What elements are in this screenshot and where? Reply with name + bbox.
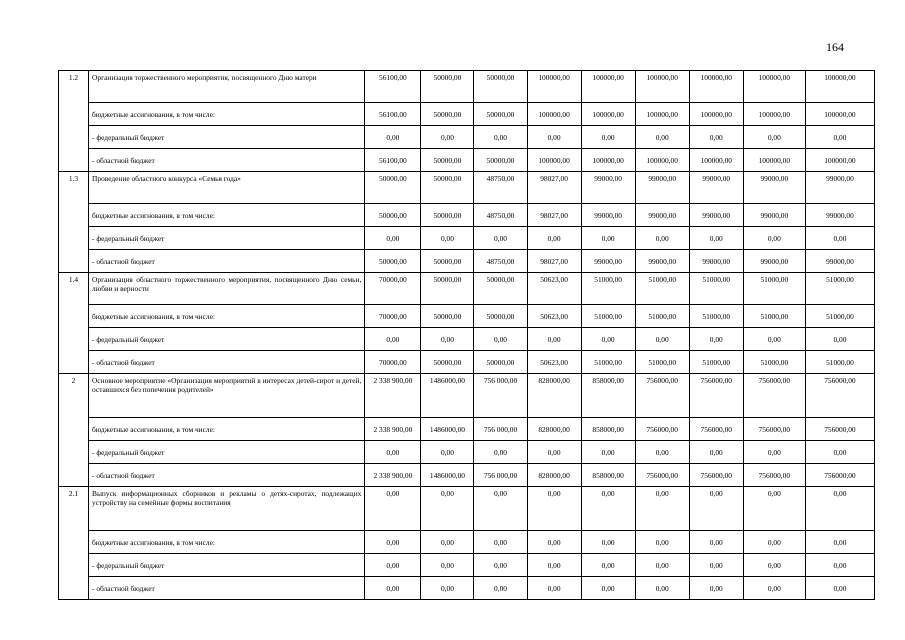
budget-subrow: [59, 103, 875, 126]
value-cell: 51000,00: [805, 351, 874, 374]
value-cell: 99000,00: [743, 250, 805, 273]
value-cell: 99000,00: [689, 204, 743, 227]
value-cell: 1486000,00: [421, 464, 474, 487]
activity-description: Организация областного торжественного мероприятия, посвященного Дню семьи, любви и верности: [89, 273, 365, 305]
budget-source-label: - областной бюджет: [89, 577, 365, 600]
value-cell: 0,00: [689, 554, 743, 577]
value-cell: 51000,00: [689, 351, 743, 374]
value-cell: 0,00: [635, 531, 689, 554]
value-cell: 50000,00: [421, 103, 474, 126]
value-cell: 2 338 900,00: [365, 464, 421, 487]
value-cell: 0,00: [474, 441, 527, 464]
value-cell: 99000,00: [581, 204, 635, 227]
value-cell: 756 000,00: [474, 418, 527, 441]
value-cell: 98027,00: [527, 204, 581, 227]
value-cell: 0,00: [527, 577, 581, 600]
value-cell: 756 000,00: [474, 464, 527, 487]
budget-subrow: [59, 441, 875, 464]
value-cell: 100000,00: [581, 71, 635, 103]
value-cell: 0,00: [689, 487, 743, 531]
budget-source-label: - областной бюджет: [89, 351, 365, 374]
value-cell: 858000,00: [581, 374, 635, 418]
value-cell: 99000,00: [635, 250, 689, 273]
value-cell: 56100,00: [365, 103, 421, 126]
table-row: [59, 172, 875, 204]
budget-subrow: [59, 554, 875, 577]
value-cell: 100000,00: [689, 71, 743, 103]
value-cell: 756000,00: [743, 374, 805, 418]
value-cell: 756000,00: [805, 418, 874, 441]
value-cell: 756000,00: [805, 464, 874, 487]
value-cell: 50000,00: [474, 71, 527, 103]
value-cell: 100000,00: [743, 149, 805, 172]
budget-source-label: - федеральный бюджет: [89, 126, 365, 149]
value-cell: 0,00: [805, 577, 874, 600]
value-cell: 51000,00: [635, 351, 689, 374]
value-cell: 0,00: [743, 328, 805, 351]
activity-description: Выпуск информационных сборников и рекламы о детях-сиротах, подлежащих устройству на семейные формы воспитания: [89, 487, 365, 531]
budget-source-label: бюджетные ассигнования, в том числе:: [89, 305, 365, 328]
value-cell: 756000,00: [689, 464, 743, 487]
value-cell: 756000,00: [689, 418, 743, 441]
value-cell: 50000,00: [421, 71, 474, 103]
value-cell: 756 000,00: [474, 374, 527, 418]
value-cell: 756000,00: [635, 464, 689, 487]
value-cell: 0,00: [805, 126, 874, 149]
value-cell: 0,00: [581, 577, 635, 600]
row-number: 1.3: [59, 172, 89, 273]
value-cell: 0,00: [743, 126, 805, 149]
value-cell: 0,00: [474, 577, 527, 600]
budget-subrow: [59, 464, 875, 487]
value-cell: 100000,00: [805, 71, 874, 103]
value-cell: 50000,00: [421, 305, 474, 328]
value-cell: 828000,00: [527, 418, 581, 441]
value-cell: 51000,00: [635, 273, 689, 305]
value-cell: 0,00: [581, 487, 635, 531]
activity-description: Организация торжественного мероприятия, посвященного Дню матери: [89, 71, 365, 103]
value-cell: 0,00: [365, 487, 421, 531]
value-cell: 51000,00: [743, 305, 805, 328]
value-cell: 48750,00: [474, 250, 527, 273]
value-cell: 828000,00: [527, 374, 581, 418]
value-cell: 0,00: [421, 577, 474, 600]
value-cell: 0,00: [635, 441, 689, 464]
value-cell: 56100,00: [365, 149, 421, 172]
value-cell: 0,00: [581, 126, 635, 149]
value-cell: 0,00: [805, 441, 874, 464]
value-cell: 0,00: [474, 227, 527, 250]
value-cell: 0,00: [635, 577, 689, 600]
budget-source-label: - областной бюджет: [89, 464, 365, 487]
value-cell: 0,00: [421, 531, 474, 554]
value-cell: 99000,00: [689, 250, 743, 273]
value-cell: 0,00: [474, 531, 527, 554]
page-number: 164: [826, 40, 844, 54]
budget-subrow: [59, 204, 875, 227]
budget-subrow: [59, 250, 875, 273]
budget-subrow: [59, 531, 875, 554]
value-cell: 50000,00: [365, 250, 421, 273]
value-cell: 100000,00: [527, 103, 581, 126]
value-cell: 1486000,00: [421, 418, 474, 441]
value-cell: 99000,00: [743, 172, 805, 204]
value-cell: 0,00: [635, 487, 689, 531]
value-cell: 756000,00: [689, 374, 743, 418]
budget-source-label: - федеральный бюджет: [89, 441, 365, 464]
budget-subrow: [59, 305, 875, 328]
value-cell: 98027,00: [527, 250, 581, 273]
value-cell: 50623,00: [527, 305, 581, 328]
value-cell: 50000,00: [421, 172, 474, 204]
value-cell: 0,00: [689, 227, 743, 250]
value-cell: 0,00: [635, 328, 689, 351]
value-cell: 0,00: [365, 554, 421, 577]
value-cell: 0,00: [805, 328, 874, 351]
value-cell: 0,00: [689, 328, 743, 351]
value-cell: 98027,00: [527, 172, 581, 204]
row-number: 1.2: [59, 71, 89, 172]
value-cell: 0,00: [805, 487, 874, 531]
value-cell: 100000,00: [743, 71, 805, 103]
value-cell: 70000,00: [365, 305, 421, 328]
value-cell: 0,00: [581, 554, 635, 577]
value-cell: 0,00: [474, 328, 527, 351]
table-row: [59, 273, 875, 305]
value-cell: 0,00: [421, 328, 474, 351]
value-cell: 50000,00: [421, 149, 474, 172]
value-cell: 0,00: [474, 126, 527, 149]
value-cell: 0,00: [635, 554, 689, 577]
value-cell: 0,00: [581, 441, 635, 464]
value-cell: 0,00: [635, 227, 689, 250]
value-cell: 0,00: [474, 487, 527, 531]
value-cell: 0,00: [689, 126, 743, 149]
budget-source-label: - федеральный бюджет: [89, 328, 365, 351]
value-cell: 51000,00: [581, 273, 635, 305]
value-cell: 99000,00: [635, 172, 689, 204]
value-cell: 756000,00: [743, 418, 805, 441]
table-row: [59, 71, 875, 103]
value-cell: 100000,00: [805, 103, 874, 126]
value-cell: 48750,00: [474, 204, 527, 227]
value-cell: 50623,00: [527, 351, 581, 374]
value-cell: 51000,00: [805, 305, 874, 328]
value-cell: 756000,00: [743, 464, 805, 487]
value-cell: 0,00: [527, 531, 581, 554]
value-cell: 100000,00: [689, 103, 743, 126]
value-cell: 48750,00: [474, 172, 527, 204]
value-cell: 0,00: [365, 328, 421, 351]
activity-description: Основное мероприятие «Организация мероприятий в интересах детей-сирот и детей, оставшихся без попечения родителей»: [89, 374, 365, 418]
value-cell: 0,00: [421, 487, 474, 531]
row-number: 2: [59, 374, 89, 487]
value-cell: 100000,00: [805, 149, 874, 172]
value-cell: 0,00: [635, 126, 689, 149]
value-cell: 99000,00: [635, 204, 689, 227]
value-cell: 0,00: [743, 441, 805, 464]
value-cell: 0,00: [805, 227, 874, 250]
value-cell: 51000,00: [743, 351, 805, 374]
value-cell: 99000,00: [689, 172, 743, 204]
value-cell: 99000,00: [805, 204, 874, 227]
value-cell: 0,00: [365, 227, 421, 250]
value-cell: 70000,00: [365, 351, 421, 374]
value-cell: 0,00: [689, 441, 743, 464]
value-cell: 100000,00: [527, 149, 581, 172]
value-cell: 51000,00: [689, 273, 743, 305]
value-cell: 756000,00: [635, 374, 689, 418]
value-cell: 0,00: [365, 577, 421, 600]
value-cell: 70000,00: [365, 273, 421, 305]
value-cell: 0,00: [743, 487, 805, 531]
value-cell: 100000,00: [581, 149, 635, 172]
table-row: [59, 374, 875, 418]
value-cell: 100000,00: [527, 71, 581, 103]
value-cell: 0,00: [421, 441, 474, 464]
value-cell: 51000,00: [581, 305, 635, 328]
table-row: [59, 487, 875, 531]
value-cell: 50000,00: [421, 250, 474, 273]
value-cell: 0,00: [689, 531, 743, 554]
budget-subrow: [59, 227, 875, 250]
value-cell: 100000,00: [743, 103, 805, 126]
value-cell: 50000,00: [365, 204, 421, 227]
value-cell: 51000,00: [635, 305, 689, 328]
value-cell: 100000,00: [635, 103, 689, 126]
value-cell: 50000,00: [474, 351, 527, 374]
value-cell: 0,00: [527, 441, 581, 464]
value-cell: 0,00: [365, 531, 421, 554]
value-cell: 0,00: [581, 531, 635, 554]
budget-source-label: бюджетные ассигнования, в том числе:: [89, 204, 365, 227]
row-number: 2.1: [59, 487, 89, 600]
value-cell: 100000,00: [581, 103, 635, 126]
value-cell: 2 338 900,00: [365, 418, 421, 441]
budget-source-label: бюджетные ассигнования, в том числе:: [89, 418, 365, 441]
value-cell: 50000,00: [474, 305, 527, 328]
value-cell: 1486000,00: [421, 374, 474, 418]
value-cell: 50000,00: [421, 273, 474, 305]
value-cell: 99000,00: [581, 250, 635, 273]
budget-source-label: - федеральный бюджет: [89, 227, 365, 250]
row-number: 1.4: [59, 273, 89, 374]
value-cell: 756000,00: [635, 418, 689, 441]
value-cell: 56100,00: [365, 71, 421, 103]
value-cell: 0,00: [365, 126, 421, 149]
budget-subrow: [59, 126, 875, 149]
value-cell: 50000,00: [474, 103, 527, 126]
value-cell: 0,00: [527, 126, 581, 149]
value-cell: 0,00: [689, 577, 743, 600]
budget-subrow: [59, 351, 875, 374]
value-cell: 50000,00: [365, 172, 421, 204]
value-cell: 50000,00: [421, 204, 474, 227]
value-cell: 858000,00: [581, 464, 635, 487]
value-cell: 0,00: [743, 577, 805, 600]
value-cell: 0,00: [743, 554, 805, 577]
value-cell: 0,00: [743, 227, 805, 250]
value-cell: 0,00: [421, 126, 474, 149]
value-cell: 0,00: [527, 487, 581, 531]
value-cell: 50000,00: [421, 351, 474, 374]
value-cell: 51000,00: [805, 273, 874, 305]
value-cell: 858000,00: [581, 418, 635, 441]
value-cell: 0,00: [581, 328, 635, 351]
budget-source-label: - областной бюджет: [89, 149, 365, 172]
value-cell: 0,00: [365, 441, 421, 464]
value-cell: 2 338 900,00: [365, 374, 421, 418]
value-cell: 51000,00: [581, 351, 635, 374]
value-cell: 99000,00: [805, 172, 874, 204]
value-cell: 0,00: [527, 554, 581, 577]
value-cell: 0,00: [421, 554, 474, 577]
value-cell: 51000,00: [689, 305, 743, 328]
value-cell: 0,00: [805, 554, 874, 577]
value-cell: 50623,00: [527, 273, 581, 305]
value-cell: 0,00: [421, 227, 474, 250]
value-cell: 0,00: [581, 227, 635, 250]
value-cell: 100000,00: [689, 149, 743, 172]
budget-table: [58, 70, 875, 600]
budget-source-label: бюджетные ассигнования, в том числе:: [89, 103, 365, 126]
value-cell: 99000,00: [805, 250, 874, 273]
value-cell: 50000,00: [474, 273, 527, 305]
value-cell: 50000,00: [474, 149, 527, 172]
value-cell: 0,00: [527, 227, 581, 250]
budget-subrow: [59, 149, 875, 172]
value-cell: 0,00: [474, 554, 527, 577]
budget-source-label: - федеральный бюджет: [89, 554, 365, 577]
value-cell: 756000,00: [805, 374, 874, 418]
activity-description: Проведение областного конкурса «Семья года»: [89, 172, 365, 204]
value-cell: 51000,00: [743, 273, 805, 305]
budget-subrow: [59, 577, 875, 600]
budget-subrow: [59, 418, 875, 441]
value-cell: 99000,00: [743, 204, 805, 227]
value-cell: 100000,00: [635, 149, 689, 172]
value-cell: 0,00: [805, 531, 874, 554]
value-cell: 828000,00: [527, 464, 581, 487]
budget-source-label: - областной бюджет: [89, 250, 365, 273]
value-cell: 100000,00: [635, 71, 689, 103]
budget-source-label: бюджетные ассигнования, в том числе:: [89, 531, 365, 554]
budget-subrow: [59, 328, 875, 351]
value-cell: 0,00: [743, 531, 805, 554]
value-cell: 0,00: [527, 328, 581, 351]
value-cell: 99000,00: [581, 172, 635, 204]
